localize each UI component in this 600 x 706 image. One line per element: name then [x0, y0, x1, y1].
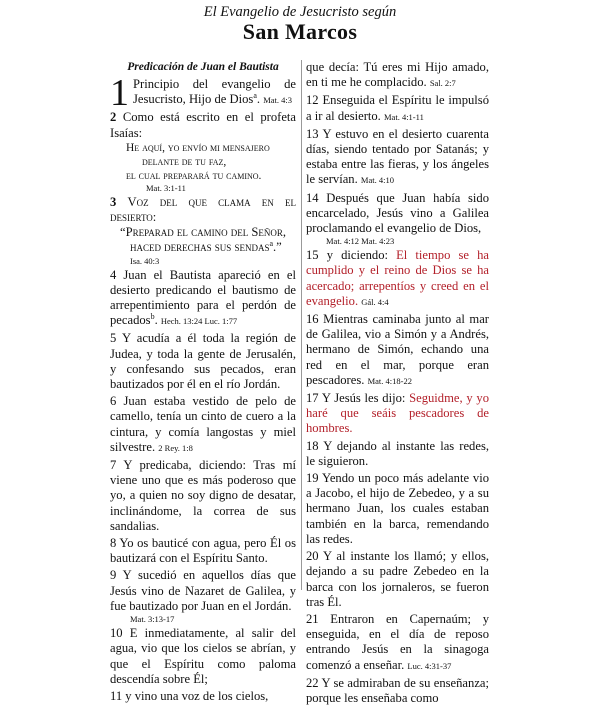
quotation-block: He aquí, yo envío mi mensajero delante de tu faz, el cual preparará tu camino. Mat. 3:1-11 [110, 141, 296, 193]
right-column [306, 60, 489, 706]
words-of-jesus: El tiempo se ha cumplido y el reino de Dios se ha acercado; arrepentíos y creed en el evangelio. [306, 248, 489, 308]
verse-2: 2 Como está escrito en el profeta Isaías: [110, 110, 296, 140]
verse-4: 4 Juan el Bautista apareció en el desierto predicando el bautismo de arrepentimiento para el perdón de pecados$^b$. Hech. 13:24 Luc. 1:77 [110, 267, 296, 328]
verse-6: 6 Juan estaba vestido de pelo de camello, tenía un cinto de cuero a la cintura, y comía langostas y miel silvestre. 2 Rey. 1:8 [110, 394, 296, 454]
verse-16: 16 Mientras caminaba junto al mar de Galilea, vio a Simón y a Andrés, hermano de Simón, echando una red en el mar, porque eran pescadores. Mat. 4:18-22 [306, 312, 489, 387]
verse-14: 14 Después que Juan había sido encarcelado, Jesús vino a Galilea proclamando el evangelio de Dios, Mat. 4:12 Mat. 4:23 [306, 190, 489, 247]
verse-20: 20 Y al instante los llamó; y ellos, dejando a su padre Zebedeo en la barca con los jornaleros, se fueron tras Él. [306, 549, 489, 609]
verse-5: 5 Y acudía a él toda la región de Judea, y toda la gente de Jerusalén, y confesando sus pecados, eran bautizados por él en el río Jordán. [110, 331, 296, 392]
verse-21: 21 Entraron en Capernaúm; y enseguida, en el día de reposo entrando Jesús en la sinagoga comenzó a enseñar. Luc. 4:31-37 [306, 611, 489, 672]
verse-17: 17 Y Jesús les dijo: Seguidme, y yo haré que seáis pescadores de hombres. [306, 391, 489, 436]
book-title: San Marcos [242, 19, 358, 44]
verse-15: 15 y diciendo: El tiempo se ha cumplido y el reino de Dios se ha acercado; arrepentíos y creed en el evangelio. Gál. 4:4 [306, 248, 489, 308]
verse-3: 3 Voz del que clama en el desierto: “Preparad el camino del Señor, haced derechas sus sendas$^a$.” Isa. 40:3 [110, 194, 296, 266]
verse-8: 8 Yo os bauticé con agua, pero Él os bautizará con el Espíritu Santo. [110, 536, 296, 566]
verse-22: 22 Y se admiraban de su enseñanza; porque les enseñaba como [306, 675, 489, 705]
verse-1: 1 Principio del evangelio de Jesucristo, Hijo de Dios$^a$. Mat. 4:3 [110, 72, 296, 114]
verse-13: 13 Y estuvo en el desierto cuarenta días, siendo tentado por Satanás; y estaba entre las fieras, y los ángeles le servían. Mat. 4:10 [306, 126, 489, 187]
column-divider [301, 60, 302, 590]
cross-ref: Mat. 4:3 [263, 95, 293, 106]
left-column [110, 60, 296, 704]
verse-9: 9 Y sucedió en aquellos días que Jesús vino de Nazaret de Galilea, y fue bautizado por Juan en el Jordán. Mat. 3:13-17 [110, 568, 296, 625]
cross-ref: Mat. 3:1-11 [146, 182, 186, 193]
book-pretitle: El Evangelio de Jesucristo según [203, 4, 397, 20]
words-of-jesus: Seguidme, y yo haré que seáis pescadores de hombres. [306, 391, 489, 436]
verse-11-cont: que decía: Tú eres mi Hijo amado, en ti me he complacido. Sal. 2:7 [306, 60, 489, 90]
verse-7: 7 Y predicaba, diciendo: Tras mí viene uno que es más poderoso que yo, a quien no soy digno de desatar, inclinándome, la correa de sus sandalias. [110, 458, 296, 533]
cross-ref: Isa. 40:3 [130, 255, 160, 266]
verse-11: 11 y vino una voz de los cielos, [110, 688, 269, 703]
verse-19: 19 Yendo un poco más adelante vio a Jacobo, el hijo de Zebedeo, y a su hermano Juan, los cuales estaban también en la barca, remendando las redes. [306, 471, 489, 546]
section-heading: Predicación de Juan el Bautista [127, 61, 279, 73]
verse-10: 10 E inmediatamente, al salir del agua, vio que los cielos se abrían, y que el Espíritu como paloma descendía sobre Él; [110, 626, 296, 686]
verse-12: 12 Enseguida el Espíritu le impulsó a ir al desierto. Mat. 4:1-11 [306, 93, 489, 123]
chapter-number: 1 [110, 72, 129, 114]
verse-18: 18 Y dejando al instante las redes, le siguieron. [306, 438, 489, 468]
